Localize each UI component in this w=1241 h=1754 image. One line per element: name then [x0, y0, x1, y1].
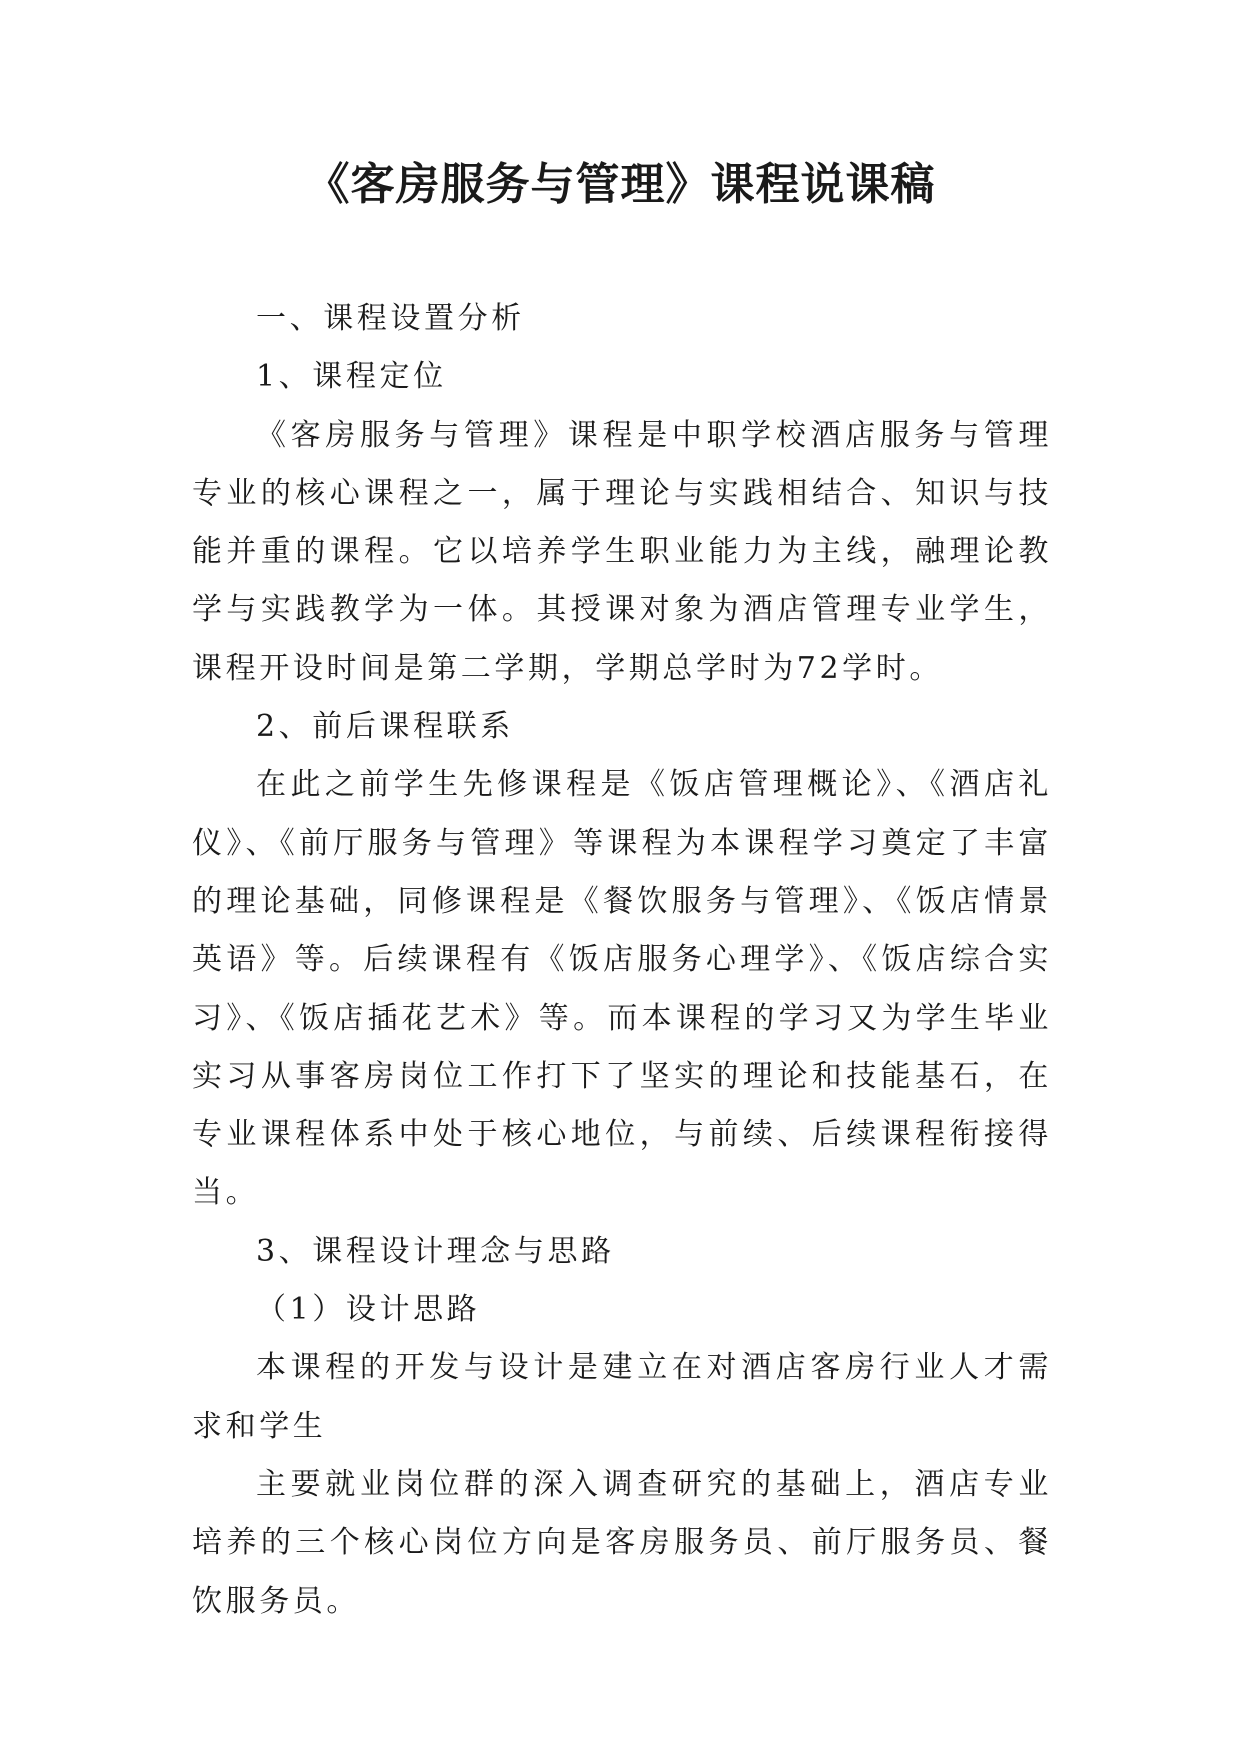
- subsection-heading: 2、前后课程联系: [256, 709, 514, 745]
- document-body: [192, 290, 1052, 1631]
- body-paragraph: 本课程的开发与设计是建立在对酒店客房行业人才需求和学生: [192, 1350, 1052, 1444]
- body-paragraph: 《客房服务与管理》课程是中职学校酒店服务与管理专业的核心课程之一，属于理论与实践相结合、知识与技能并重的课程。它以培养学生职业能力为主线，融理论教学与实践教学为一体。其授课对象为酒店管理专业学生，课程开设时间是第二学期，学期总学时为72学时。: [192, 417, 1052, 686]
- body-paragraph: 主要就业岗位群的深入调查研究的基础上，酒店专业培养的三个核心岗位方向是客房服务员、前厅服务员、餐饮服务员。: [192, 1466, 1052, 1619]
- subsection-heading: （1）设计思路: [256, 1292, 481, 1328]
- document-title: 《客房服务与管理》课程说课稿: [305, 159, 936, 210]
- subsection-heading: 3、课程设计理念与思路: [256, 1233, 615, 1269]
- subsection-heading: 1、课程定位: [256, 359, 447, 395]
- section-heading: 一、课程设置分析: [256, 301, 525, 336]
- body-paragraph: 在此之前学生先修课程是《饭店管理概论》、《酒店礼仪》、《前厅服务与管理》等课程为本课程学习奠定了丰富的理论基础，同修课程是《餐饮服务与管理》、《饭店情景英语》等。后续课程有《饭店服务心理学》、《饭店综合实习》、《饭店插花艺术》等。而本课程的学习又为学生毕业实习从事客房岗位工作打下了坚实的理论和技能基石，在专业课程体系中处于核心地位，与前续、后续课程衔接得当。: [192, 767, 1052, 1211]
